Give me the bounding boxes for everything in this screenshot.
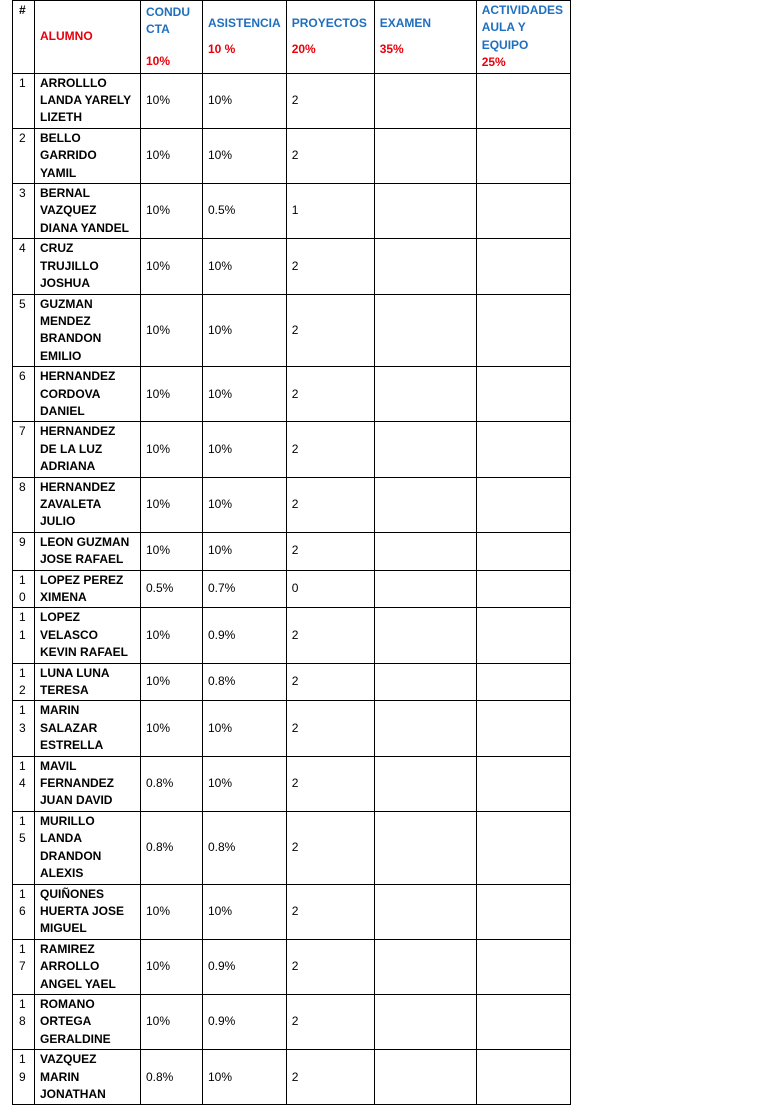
student-name: LOPEZ PEREZ XIMENA — [35, 570, 141, 608]
table-row — [13, 477, 571, 532]
weight-asistencia: 10 % — [208, 42, 236, 57]
asistencia-value: 10% — [203, 73, 287, 128]
student-name: HERNANDEZ ZAVALETA JULIO — [35, 477, 141, 532]
student-name: VAZQUEZ MARIN JONATHAN — [35, 1050, 141, 1105]
examen-value — [374, 663, 476, 701]
row-number-text: 15 — [19, 813, 26, 846]
row-number — [13, 367, 35, 422]
row-number — [13, 663, 35, 701]
conducta-value: 0.5% — [141, 570, 203, 608]
actividades-value — [476, 939, 570, 994]
examen-value — [374, 367, 476, 422]
proyectos-value: 2 — [286, 811, 374, 884]
student-name: BERNAL VAZQUEZ DIANA YANDEL — [35, 184, 141, 239]
examen-value — [374, 811, 476, 884]
actividades-value — [476, 477, 570, 532]
asistencia-value: 10% — [203, 367, 287, 422]
student-name: MURILLO LANDA DRANDON ALEXIS — [35, 811, 141, 884]
table-row — [13, 608, 571, 663]
examen-value — [374, 73, 476, 128]
examen-value — [374, 239, 476, 294]
asistencia-value: 0.8% — [203, 663, 287, 701]
header-alumno — [35, 1, 141, 74]
table-row — [13, 128, 571, 183]
conducta-value: 10% — [141, 294, 203, 367]
student-name: HERNANDEZ CORDOVA DANIEL — [35, 367, 141, 422]
actividades-value — [476, 811, 570, 884]
table-row — [13, 239, 571, 294]
conducta-value: 10% — [141, 663, 203, 701]
row-number — [13, 884, 35, 939]
asistencia-value: 0.9% — [203, 939, 287, 994]
header-conducta — [141, 1, 203, 74]
row-number — [13, 811, 35, 884]
asistencia-value: 10% — [203, 701, 287, 756]
student-name: LUNA LUNA TERESA — [35, 663, 141, 701]
asistencia-value: 0.9% — [203, 994, 287, 1049]
weight-actividades: 25% — [481, 55, 506, 70]
asistencia-value: 10% — [203, 294, 287, 367]
proyectos-value: 1 — [286, 184, 374, 239]
actividades-value — [476, 884, 570, 939]
row-number-text: 2 — [19, 130, 26, 145]
row-number — [13, 422, 35, 477]
row-number-text: 7 — [19, 424, 26, 439]
row-number — [13, 128, 35, 183]
table-row — [13, 994, 571, 1049]
proyectos-value: 2 — [286, 939, 374, 994]
asistencia-value: 10% — [203, 239, 287, 294]
conducta-value: 10% — [141, 239, 203, 294]
proyectos-value: 2 — [286, 994, 374, 1049]
proyectos-value: 2 — [286, 756, 374, 811]
table-row — [13, 756, 571, 811]
examen-value — [374, 608, 476, 663]
row-number — [13, 294, 35, 367]
row-number-text: 11 — [19, 610, 26, 642]
actividades-value — [476, 128, 570, 183]
asistencia-value: 10% — [203, 477, 287, 532]
header-actividades-label: ACTIVIDADES AULA Y EQUIPO — [481, 3, 564, 52]
header-asistencia-label: ASISTENCIA — [208, 15, 281, 30]
weight-proyectos: 20% — [291, 42, 316, 57]
row-number — [13, 570, 35, 608]
student-name: ROMANO ORTEGA GERALDINE — [35, 994, 141, 1049]
conducta-value: 10% — [141, 477, 203, 532]
asistencia-value: 10% — [203, 422, 287, 477]
row-number — [13, 239, 35, 294]
row-number-text: 16 — [19, 886, 26, 918]
examen-value — [374, 884, 476, 939]
conducta-value: 10% — [141, 128, 203, 183]
examen-value — [374, 184, 476, 239]
actividades-value — [476, 239, 570, 294]
table-row — [13, 532, 571, 570]
actividades-value — [476, 422, 570, 477]
row-number — [13, 701, 35, 756]
asistencia-value: 0.8% — [203, 811, 287, 884]
table-row — [13, 73, 571, 128]
proyectos-value: 2 — [286, 608, 374, 663]
row-number — [13, 184, 35, 239]
row-number-text: 13 — [19, 703, 26, 735]
row-number-text: 8 — [19, 479, 26, 494]
student-name: CRUZ TRUJILLO JOSHUA — [35, 239, 141, 294]
table-row — [13, 701, 571, 756]
proyectos-value: 2 — [286, 1050, 374, 1105]
asistencia-value: 10% — [203, 756, 287, 811]
table-row — [13, 811, 571, 884]
row-number-text: 18 — [19, 996, 26, 1029]
header-proyectos — [286, 1, 374, 74]
row-number-text: 4 — [19, 241, 26, 256]
conducta-value: 10% — [141, 367, 203, 422]
student-name: LOPEZ VELASCO KEVIN RAFAEL — [35, 608, 141, 663]
row-number — [13, 608, 35, 663]
proyectos-value: 2 — [286, 367, 374, 422]
examen-value — [374, 939, 476, 994]
conducta-value: 10% — [141, 884, 203, 939]
table-row — [13, 367, 571, 422]
proyectos-value: 2 — [286, 701, 374, 756]
actividades-value — [476, 756, 570, 811]
header-conducta-label: CONDU CTA — [146, 4, 190, 37]
conducta-value: 10% — [141, 184, 203, 239]
student-name: MAVIL FERNANDEZ JUAN DAVID — [35, 756, 141, 811]
header-asistencia — [203, 1, 287, 74]
conducta-value: 10% — [141, 73, 203, 128]
row-number — [13, 477, 35, 532]
student-name: MARIN SALAZAR ESTRELLA — [35, 701, 141, 756]
proyectos-value: 2 — [286, 239, 374, 294]
actividades-value — [476, 532, 570, 570]
header-actividades — [476, 1, 570, 74]
row-number — [13, 994, 35, 1049]
asistencia-value: 10% — [203, 884, 287, 939]
table-row — [13, 570, 571, 608]
table-row — [13, 422, 571, 477]
actividades-value — [476, 1050, 570, 1105]
conducta-value: 10% — [141, 608, 203, 663]
examen-value — [374, 477, 476, 532]
student-name: QUIÑONES HUERTA JOSE MIGUEL — [35, 884, 141, 939]
conducta-value: 10% — [141, 701, 203, 756]
student-name: LEON GUZMAN JOSE RAFAEL — [35, 532, 141, 570]
proyectos-value: 2 — [286, 884, 374, 939]
row-number — [13, 1050, 35, 1105]
conducta-value: 0.8% — [141, 1050, 203, 1105]
weight-examen: 35% — [379, 42, 404, 57]
header-row — [13, 1, 571, 74]
weight-conducta: 10% — [146, 53, 171, 68]
table-row — [13, 939, 571, 994]
row-number-text: 9 — [19, 534, 26, 549]
header-num: # — [13, 1, 35, 74]
row-number — [13, 756, 35, 811]
conducta-value: 0.8% — [141, 811, 203, 884]
actividades-value — [476, 663, 570, 701]
table-row — [13, 663, 571, 701]
asistencia-value: 0.9% — [203, 608, 287, 663]
student-name: HERNANDEZ DE LA LUZ ADRIANA — [35, 422, 141, 477]
proyectos-value: 2 — [286, 73, 374, 128]
conducta-value: 10% — [141, 532, 203, 570]
table-row — [13, 294, 571, 367]
conducta-value: 0.8% — [141, 756, 203, 811]
header-alumno-label: ALUMNO — [40, 29, 93, 44]
row-number-text: 14 — [19, 758, 26, 791]
row-number — [13, 73, 35, 128]
header-proyectos-label: PROYECTOS — [291, 15, 367, 30]
table-row — [13, 884, 571, 939]
row-number — [13, 939, 35, 994]
actividades-value — [476, 73, 570, 128]
row-number-text: 10 — [19, 572, 26, 604]
actividades-value — [476, 570, 570, 608]
row-number-text: 6 — [19, 369, 26, 384]
row-number-text: 3 — [19, 186, 26, 201]
header-examen-label: EXAMEN — [379, 15, 432, 30]
asistencia-value: 10% — [203, 532, 287, 570]
asistencia-value: 0.5% — [203, 184, 287, 239]
student-name: ARROLLLO LANDA YARELY LIZETH — [35, 73, 141, 128]
examen-value — [374, 422, 476, 477]
actividades-value — [476, 184, 570, 239]
proyectos-value: 0 — [286, 570, 374, 608]
actividades-value — [476, 701, 570, 756]
table-row — [13, 184, 571, 239]
proyectos-value: 2 — [286, 294, 374, 367]
examen-value — [374, 994, 476, 1049]
examen-value — [374, 570, 476, 608]
row-number-text: 17 — [19, 941, 26, 974]
examen-value — [374, 756, 476, 811]
student-name: BELLO GARRIDO YAMIL — [35, 128, 141, 183]
conducta-value: 10% — [141, 422, 203, 477]
row-number-text: 5 — [19, 296, 26, 311]
actividades-value — [476, 608, 570, 663]
table-row — [13, 1050, 571, 1105]
examen-value — [374, 532, 476, 570]
proyectos-value: 2 — [286, 422, 374, 477]
asistencia-value: 0.7% — [203, 570, 287, 608]
header-examen — [374, 1, 476, 74]
student-name: RAMIREZ ARROLLO ANGEL YAEL — [35, 939, 141, 994]
proyectos-value: 2 — [286, 532, 374, 570]
actividades-value — [476, 367, 570, 422]
conducta-value: 10% — [141, 994, 203, 1049]
asistencia-value: 10% — [203, 1050, 287, 1105]
examen-value — [374, 294, 476, 367]
proyectos-value: 2 — [286, 128, 374, 183]
examen-value — [374, 1050, 476, 1105]
row-number-text: 19 — [19, 1052, 26, 1084]
actividades-value — [476, 294, 570, 367]
conducta-value: 10% — [141, 939, 203, 994]
actividades-value — [476, 994, 570, 1049]
row-number — [13, 532, 35, 570]
examen-value — [374, 701, 476, 756]
grades-table — [12, 0, 571, 1105]
examen-value — [374, 128, 476, 183]
proyectos-value: 2 — [286, 663, 374, 701]
asistencia-value: 10% — [203, 128, 287, 183]
row-number-text: 12 — [19, 665, 26, 698]
proyectos-value: 2 — [286, 477, 374, 532]
row-number-text: 1 — [19, 75, 26, 90]
student-name: GUZMAN MENDEZ BRANDON EMILIO — [35, 294, 141, 367]
